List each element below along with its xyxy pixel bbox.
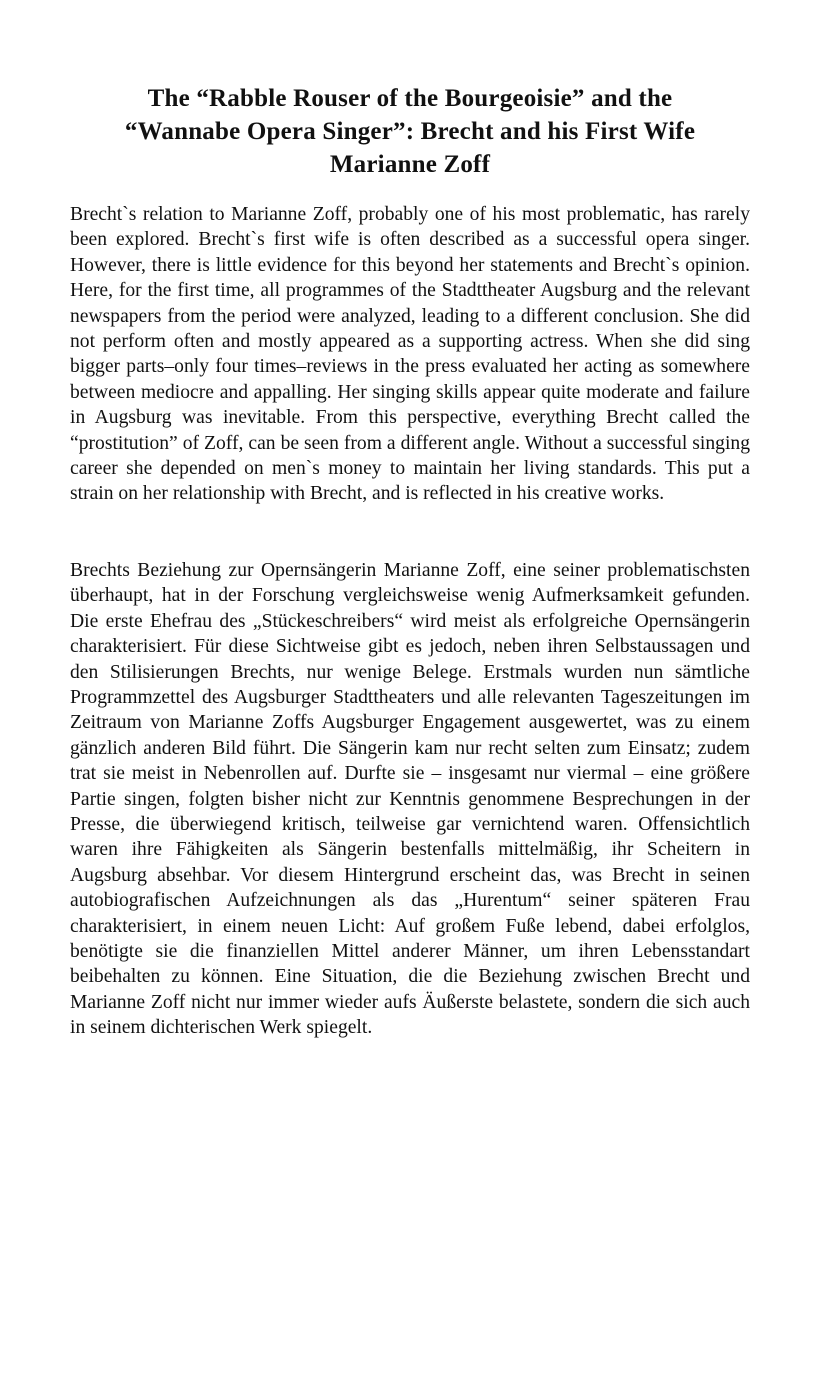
- document-page: [70, 82, 750, 1041]
- article-title: [70, 82, 750, 181]
- abstract-german: Brechts Beziehung zur Opernsängerin Marianne Zoff, eine seiner problematischsten überhaupt, hat in der Forschung vergleichsweise wenig Aufmerksamkeit gefunden. Die erste Ehefrau des „Stückeschreibers“ wird meist als erfolgreiche Opernsängerin charakterisiert. Für diese Sichtweise gibt es jedoch, neben ihren Selbstaussagen und den Stilisierungen Brechts, nur wenige Belege. Erstmals wurden nun sämtliche Programmzettel des Augsburger Stadttheaters und alle relevanten Tageszeitungen im Zeitraum von Marianne Zoffs Augsburger Engagement ausgewertet, was zu einem gänzlich anderen Bild führt. Die Sängerin kam nur recht selten zum Einsatz; zudem trat sie meist in Nebenrollen auf. Durfte sie – insgesamt nur viermal – eine größere Partie singen, folgten bisher nicht zur Kenntnis genommene Besprechungen in der Presse, die überwiegend kritisch, teilweise gar vernichtend waren. Offensichtlich waren ihre Fähigkeiten als Sängerin bestenfalls mittelmäßig, ihr Scheitern in Augsburg absehbar. Vor diesem Hintergrund erscheint das, was Brecht in seinen autobiografischen Aufzeichnungen als das „Hurentum“ seiner späteren Frau charakterisiert, in einem neuen Licht: Auf großem Fuße lebend, dabei erfolglos, benötigte sie die finanziellen Mittel anderer Männer, um ihren Lebensstandart beibehalten zu können. Eine Situation, die die Beziehung zwischen Brecht und Marianne Zoff nicht nur immer wieder aufs Äußerste belastete, sondern die sich auch in seinem dichterischen Werk spiegelt.: [70, 559, 750, 1039]
- title-line: “Wannabe Opera Singer”: Brecht and his First Wife: [124, 118, 696, 145]
- title-line: The “Rabble Rouser of the Bourgeoisie” and the: [147, 85, 673, 112]
- title-line: Marianne Zoff: [329, 151, 491, 178]
- abstract-english: Brecht`s relation to Marianne Zoff, probably one of his most problematic, has rarely been explored. Brecht`s first wife is often described as a successful opera singer. However, there is little evidence for this beyond her statements and Brecht`s opinion. Here, for the first time, all programmes of the Stadttheater Augsburg and the relevant newspapers from the period were analyzed, leading to a different conclusion. She did not perform often and mostly appeared as a supporting actress. When she did sing bigger parts–only four times–reviews in the press evaluated her acting as somewhere between mediocre and appalling. Her singing skills appear quite moderate and failure in Augsburg was inevitable. From this perspective, everything Brecht called the “prostitution” of Zoff, can be seen from a different angle. Without a successful singing career she depended on men`s money to maintain her living standards. This put a strain on her relationship with Brecht, and is reflected in his creative works.: [70, 204, 750, 505]
